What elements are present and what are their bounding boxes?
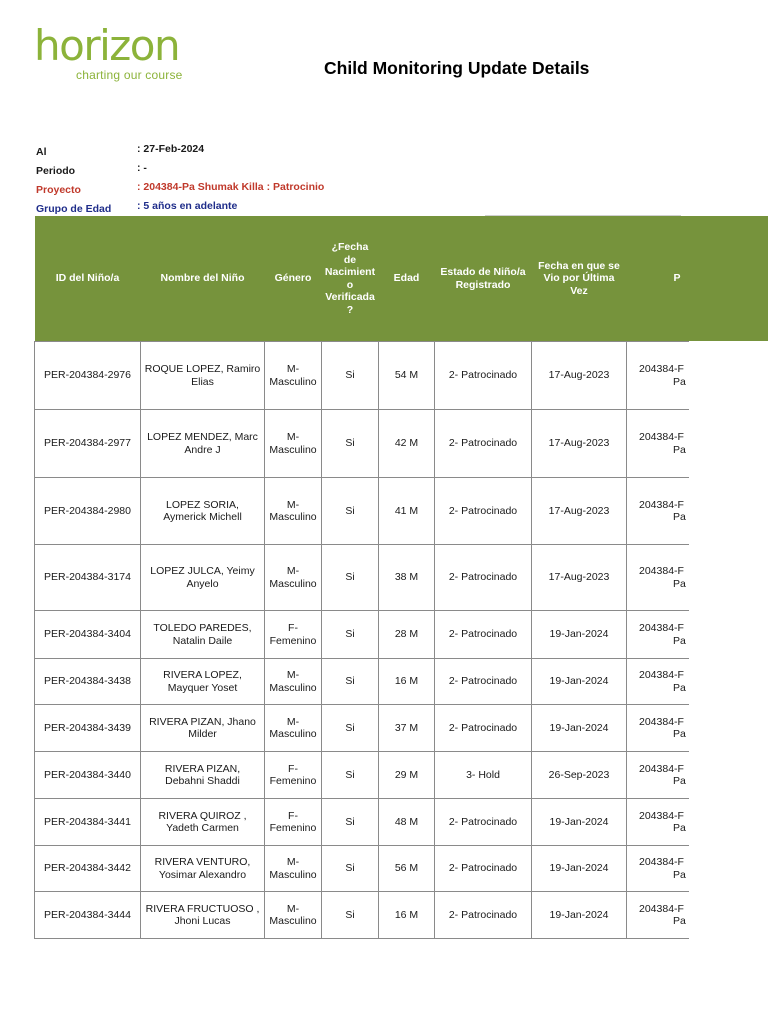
children-table	[34, 216, 689, 939]
table-header-row	[35, 216, 689, 342]
partial-text-top: 204384-F	[639, 431, 684, 443]
cell-child-id: PER-204384-3404	[35, 611, 141, 659]
cell-status: 3- Hold	[435, 752, 532, 799]
cell-child-name: ROQUE LOPEZ, Ramiro Elias	[141, 342, 265, 410]
cell-dob-verified: Si	[322, 410, 379, 478]
cell-partial-project	[627, 892, 689, 939]
cell-dob-verified: Si	[322, 799, 379, 846]
header-col-age: Edad	[379, 216, 435, 342]
cell-age: 41 M	[379, 478, 435, 545]
cell-gender: M-Masculino	[265, 892, 322, 939]
header-col-status: Estado de Niño/a Registrado	[435, 216, 532, 342]
table-row	[35, 545, 689, 611]
meta-value: : -	[137, 162, 147, 174]
cell-child-name: RIVERA QUIROZ , Yadeth Carmen	[141, 799, 265, 846]
cell-dob-verified: Si	[322, 545, 379, 611]
cell-partial-project	[627, 342, 689, 410]
cell-gender: M-Masculino	[265, 410, 322, 478]
cell-status: 2- Patrocinado	[435, 799, 532, 846]
cell-last-seen: 19-Jan-2024	[532, 892, 627, 939]
cell-dob-verified: Si	[322, 705, 379, 752]
meta-label: Al	[36, 146, 47, 158]
logo-wordmark: horizon	[34, 21, 180, 70]
table-row	[35, 752, 689, 799]
partial-text-top: 204384-F	[639, 363, 684, 375]
cell-status: 2- Patrocinado	[435, 659, 532, 705]
cell-status: 2- Patrocinado	[435, 342, 532, 410]
partial-text-top: 204384-F	[639, 565, 684, 577]
cell-status: 2- Patrocinado	[435, 846, 532, 892]
partial-text-bottom: Pa	[673, 775, 686, 787]
cell-partial-project	[627, 659, 689, 705]
cell-gender: M-Masculino	[265, 545, 322, 611]
meta-label: Grupo de Edad	[36, 203, 112, 215]
cell-last-seen: 19-Jan-2024	[532, 799, 627, 846]
cell-status: 2- Patrocinado	[435, 892, 532, 939]
table-row	[35, 478, 689, 545]
cell-status: 2- Patrocinado	[435, 705, 532, 752]
cell-child-id: PER-204384-3444	[35, 892, 141, 939]
cell-gender: M-Masculino	[265, 659, 322, 705]
cell-last-seen: 17-Aug-2023	[532, 478, 627, 545]
cell-status: 2- Patrocinado	[435, 545, 532, 611]
cell-gender: M-Masculino	[265, 705, 322, 752]
partial-text-bottom: Pa	[673, 511, 686, 523]
cell-child-name: RIVERA LOPEZ, Mayquer Yoset	[141, 659, 265, 705]
cell-partial-project	[627, 705, 689, 752]
partial-text-bottom: Pa	[673, 443, 686, 456]
cell-child-id: PER-204384-3442	[35, 846, 141, 892]
cell-gender: F-Femenino	[265, 611, 322, 659]
cell-age: 54 M	[379, 342, 435, 410]
cell-gender: F-Femenino	[265, 799, 322, 846]
cell-child-id: PER-204384-3440	[35, 752, 141, 799]
cell-last-seen: 19-Jan-2024	[532, 705, 627, 752]
cell-age: 38 M	[379, 545, 435, 611]
partial-text-bottom: Pa	[673, 577, 686, 590]
partial-text-top: 204384-F	[639, 902, 684, 915]
partial-text-top: 204384-F	[639, 762, 684, 775]
cell-child-name: RIVERA VENTURO, Yosimar Alexandro	[141, 846, 265, 892]
cell-partial-project	[627, 846, 689, 892]
cell-last-seen: 19-Jan-2024	[532, 611, 627, 659]
cell-child-id: PER-204384-3441	[35, 799, 141, 846]
cell-gender: F-Femenino	[265, 752, 322, 799]
cell-dob-verified: Si	[322, 846, 379, 892]
cell-last-seen: 26-Sep-2023	[532, 752, 627, 799]
cell-child-name: TOLEDO PAREDES, Natalin Daile	[141, 611, 265, 659]
cell-dob-verified: Si	[322, 342, 379, 410]
partial-text-bottom: Pa	[673, 728, 686, 740]
table-row	[35, 611, 689, 659]
cell-dob-verified: Si	[322, 611, 379, 659]
header-col-last-seen: Fecha en que se Vio por Última Vez	[532, 216, 627, 342]
table-row	[35, 659, 689, 705]
table-row	[35, 705, 689, 752]
table-row	[35, 410, 689, 478]
partial-text-bottom: Pa	[673, 868, 686, 881]
partial-text-bottom: Pa	[673, 634, 686, 647]
partial-text-top: 204384-F	[639, 498, 684, 511]
partial-text-bottom: Pa	[673, 375, 686, 388]
cell-age: 29 M	[379, 752, 435, 799]
meta-value: : 5 años en adelante	[137, 200, 238, 212]
cell-child-id: PER-204384-2977	[35, 410, 141, 478]
partial-text-bottom: Pa	[673, 915, 686, 927]
partial-text-top: 204384-F	[639, 669, 684, 681]
cell-child-name: RIVERA PIZAN, Debahni Shaddi	[141, 752, 265, 799]
cell-status: 2- Patrocinado	[435, 410, 532, 478]
cell-dob-verified: Si	[322, 478, 379, 545]
cell-last-seen: 19-Jan-2024	[532, 846, 627, 892]
partial-text-top: 204384-F	[639, 622, 684, 634]
header-col-id: ID del Niño/a	[35, 216, 141, 342]
meta-label: Periodo	[36, 165, 76, 177]
cell-child-name: LOPEZ MENDEZ, Marc Andre J	[141, 410, 265, 478]
cell-child-id: PER-204384-2980	[35, 478, 141, 545]
cell-child-name: LOPEZ JULCA, Yeimy Anyelo	[141, 545, 265, 611]
table-header-extension	[681, 216, 768, 341]
cell-age: 48 M	[379, 799, 435, 846]
cell-age: 56 M	[379, 846, 435, 892]
cell-gender: M-Masculino	[265, 846, 322, 892]
partial-text-top: 204384-F	[639, 809, 684, 822]
cell-partial-project	[627, 799, 689, 846]
cell-partial-project	[627, 410, 689, 478]
meta-value: : 204384-Pa Shumak Killa : Patrocinio	[137, 181, 325, 193]
cell-age: 28 M	[379, 611, 435, 659]
cell-dob-verified: Si	[322, 752, 379, 799]
table-row	[35, 892, 689, 939]
cell-child-id: PER-204384-3438	[35, 659, 141, 705]
partial-text-top: 204384-F	[639, 856, 684, 868]
cell-child-id: PER-204384-3439	[35, 705, 141, 752]
header-col-dob-verified: ¿Fecha de Nacimient o Verificada ?	[322, 216, 379, 342]
cell-child-id: PER-204384-3174	[35, 545, 141, 611]
cell-partial-project	[627, 752, 689, 799]
cell-dob-verified: Si	[322, 659, 379, 705]
cell-dob-verified: Si	[322, 892, 379, 939]
partial-text-bottom: Pa	[673, 681, 686, 694]
cell-last-seen: 17-Aug-2023	[532, 545, 627, 611]
logo-tagline: charting our course	[76, 68, 183, 82]
cell-partial-project	[627, 478, 689, 545]
page-title: Child Monitoring Update Details	[324, 58, 590, 78]
cell-status: 2- Patrocinado	[435, 611, 532, 659]
cell-age: 42 M	[379, 410, 435, 478]
cell-status: 2- Patrocinado	[435, 478, 532, 545]
meta-value: : 27-Feb-2024	[137, 143, 205, 155]
table-row	[35, 342, 689, 410]
cell-age: 16 M	[379, 659, 435, 705]
header-col-name: Nombre del Niño	[141, 216, 265, 342]
partial-text-bottom: Pa	[673, 822, 686, 834]
meta-label: Proyecto	[36, 184, 81, 196]
cell-partial-project	[627, 611, 689, 659]
cell-gender: M-Masculino	[265, 342, 322, 410]
cell-last-seen: 17-Aug-2023	[532, 410, 627, 478]
horizon-logo	[34, 21, 184, 84]
cell-gender: M-Masculino	[265, 478, 322, 545]
cell-age: 16 M	[379, 892, 435, 939]
header-col-gender: Género	[265, 216, 322, 342]
header-col-partial: P	[627, 216, 689, 342]
cell-child-id: PER-204384-2976	[35, 342, 141, 410]
cell-age: 37 M	[379, 705, 435, 752]
cell-child-name: LOPEZ SORIA, Aymerick Michell	[141, 478, 265, 545]
partial-text-top: 204384-F	[639, 715, 684, 728]
cell-last-seen: 17-Aug-2023	[532, 342, 627, 410]
table-row	[35, 846, 689, 892]
cell-partial-project	[627, 545, 689, 611]
cell-last-seen: 19-Jan-2024	[532, 659, 627, 705]
cell-child-name: RIVERA PIZAN, Jhano Milder	[141, 705, 265, 752]
cell-child-name: RIVERA FRUCTUOSO , Jhoni Lucas	[141, 892, 265, 939]
table-row	[35, 799, 689, 846]
